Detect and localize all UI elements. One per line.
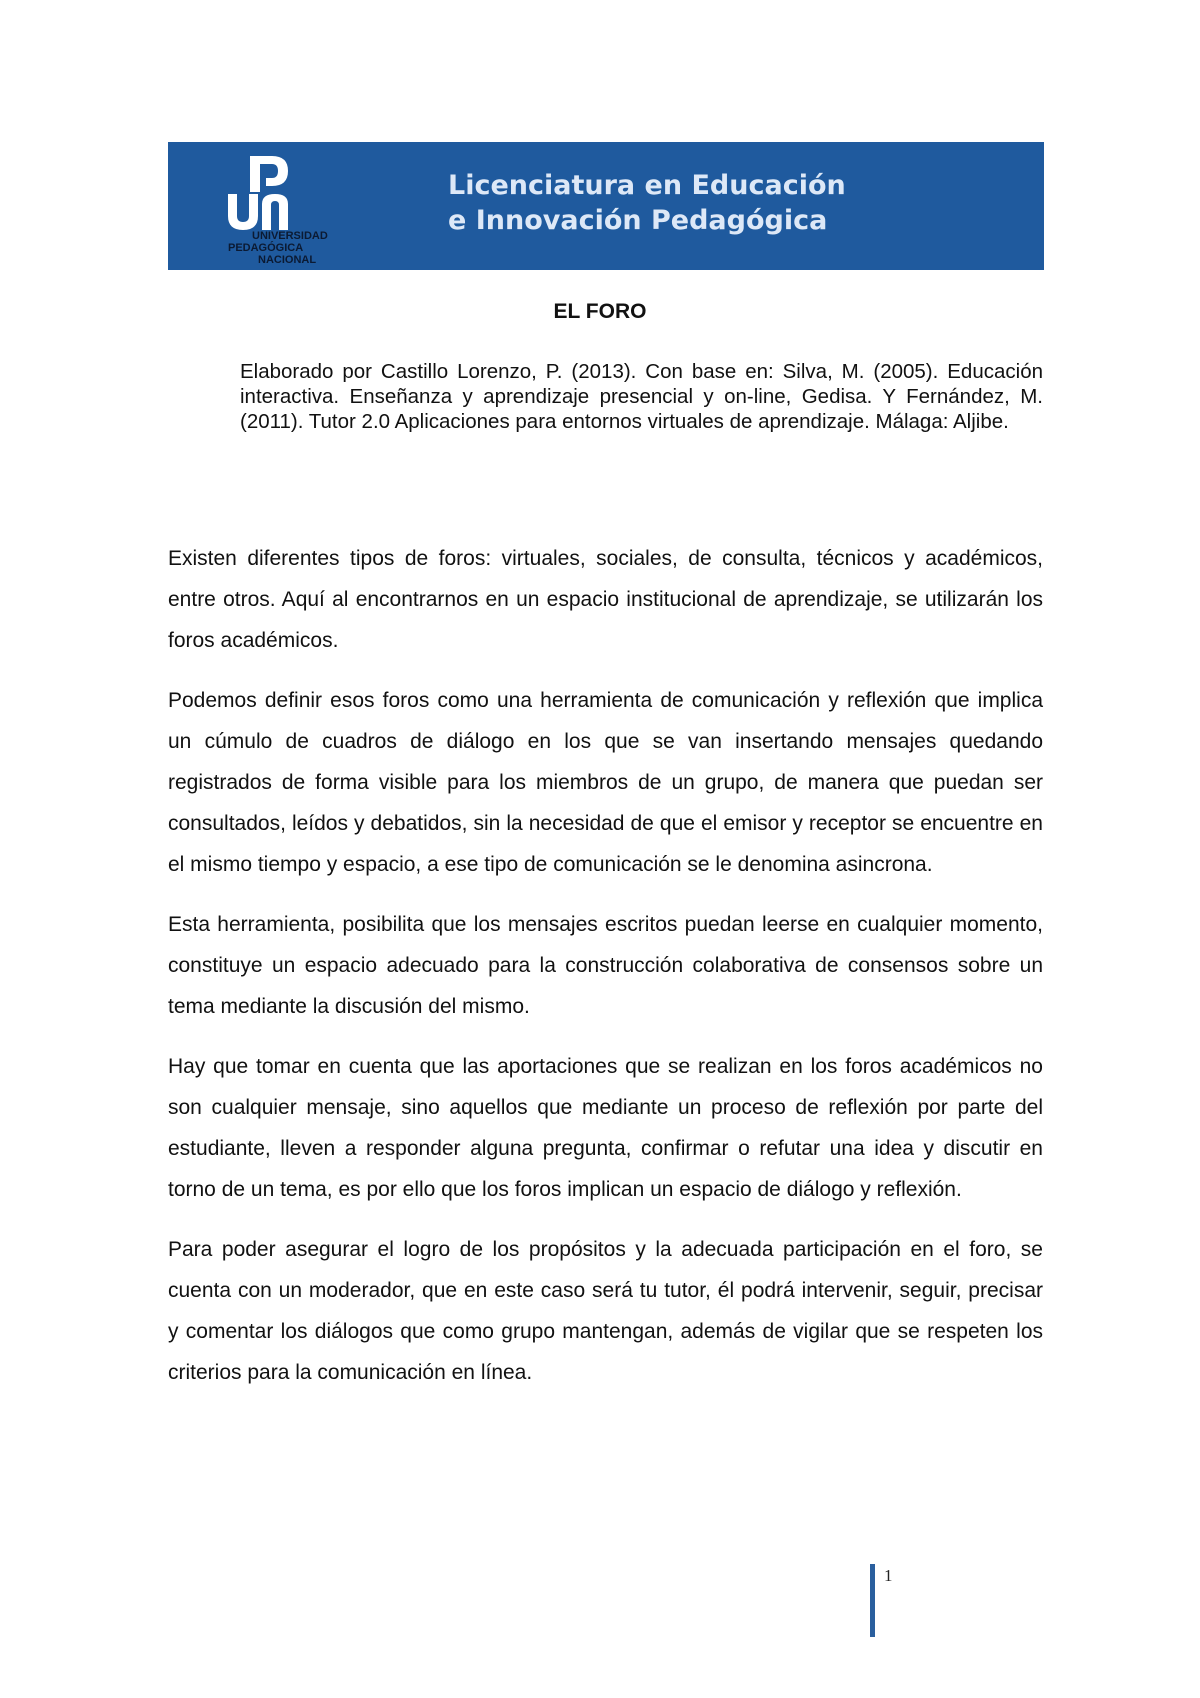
logo-wordmark [228,230,328,266]
upn-logo-icon [228,152,298,232]
program-title-line: e Innovación Pedagógica [448,205,828,236]
university-logo [228,152,358,264]
document-body [168,538,1043,1412]
document-title: EL FORO [553,300,647,323]
logo-text-line: UNIVERSIDAD [252,230,328,242]
page-number-rule [870,1564,875,1637]
paragraph: Esta herramienta, posibilita que los mensajes escritos puedan leerse en cualquier momento, constituye un espacio adecuado para la construcción colaborativa de consensos sobre un tema mediante la discusión del mismo. [168,913,1043,1018]
paragraph: Existen diferentes tipos de foros: virtuales, sociales, de consulta, técnicos y académicos, entre otros. Aquí al encontrarnos en un espacio institucional de aprendizaje, se utilizarán los foros académicos. [168,547,1043,652]
page-number: 1 [884,1566,893,1585]
logo-text-line: PEDAGÓGICA [228,242,304,254]
program-title-line: Licenciatura en Educación [448,170,846,201]
program-title [448,168,846,238]
paragraph: Podemos definir esos foros como una herramienta de comunicación y reflexión que implica un cúmulo de cuadros de diálogo en los que se van insertando mensajes quedando registrados de forma visible para los miembros de un grupo, de manera que puedan ser consultados, leídos y debatidos, sin la necesidad de que el emisor y receptor se encuentre en el mismo tiempo y espacio, a ese tipo de comunicación se le denomina asincrona. [168,689,1043,876]
header-banner [168,142,1044,270]
logo-text-line: NACIONAL [258,254,317,266]
source-citation: Elaborado por Castillo Lorenzo, P. (2013). Con base en: Silva, M. (2005). Educación interactiva. Enseñanza y aprendizaje presencial y on-line, Gedisa. Y Fernández, M. (2011). Tutor 2.0 Aplicaciones para entornos virtuales de aprendizaje. Málaga: Aljibe. [240,360,1043,433]
paragraph: Hay que tomar en cuenta que las aportaciones que se realizan en los foros académicos no son cualquier mensaje, sino aquellos que mediante un proceso de reflexión por parte del estudiante, lleven a responder alguna pregunta, confirmar o refutar una idea y discutir en torno de un tema, es por ello que los foros implican un espacio de diálogo y reflexión. [168,1055,1043,1201]
paragraph: Para poder asegurar el logro de los propósitos y la adecuada participación en el foro, se cuenta con un moderador, que en este caso será tu tutor, él podrá intervenir, seguir, precisar y comentar los diálogos que como grupo mantengan, además de vigilar que se respeten los criterios para la comunicación en línea. [168,1238,1043,1384]
